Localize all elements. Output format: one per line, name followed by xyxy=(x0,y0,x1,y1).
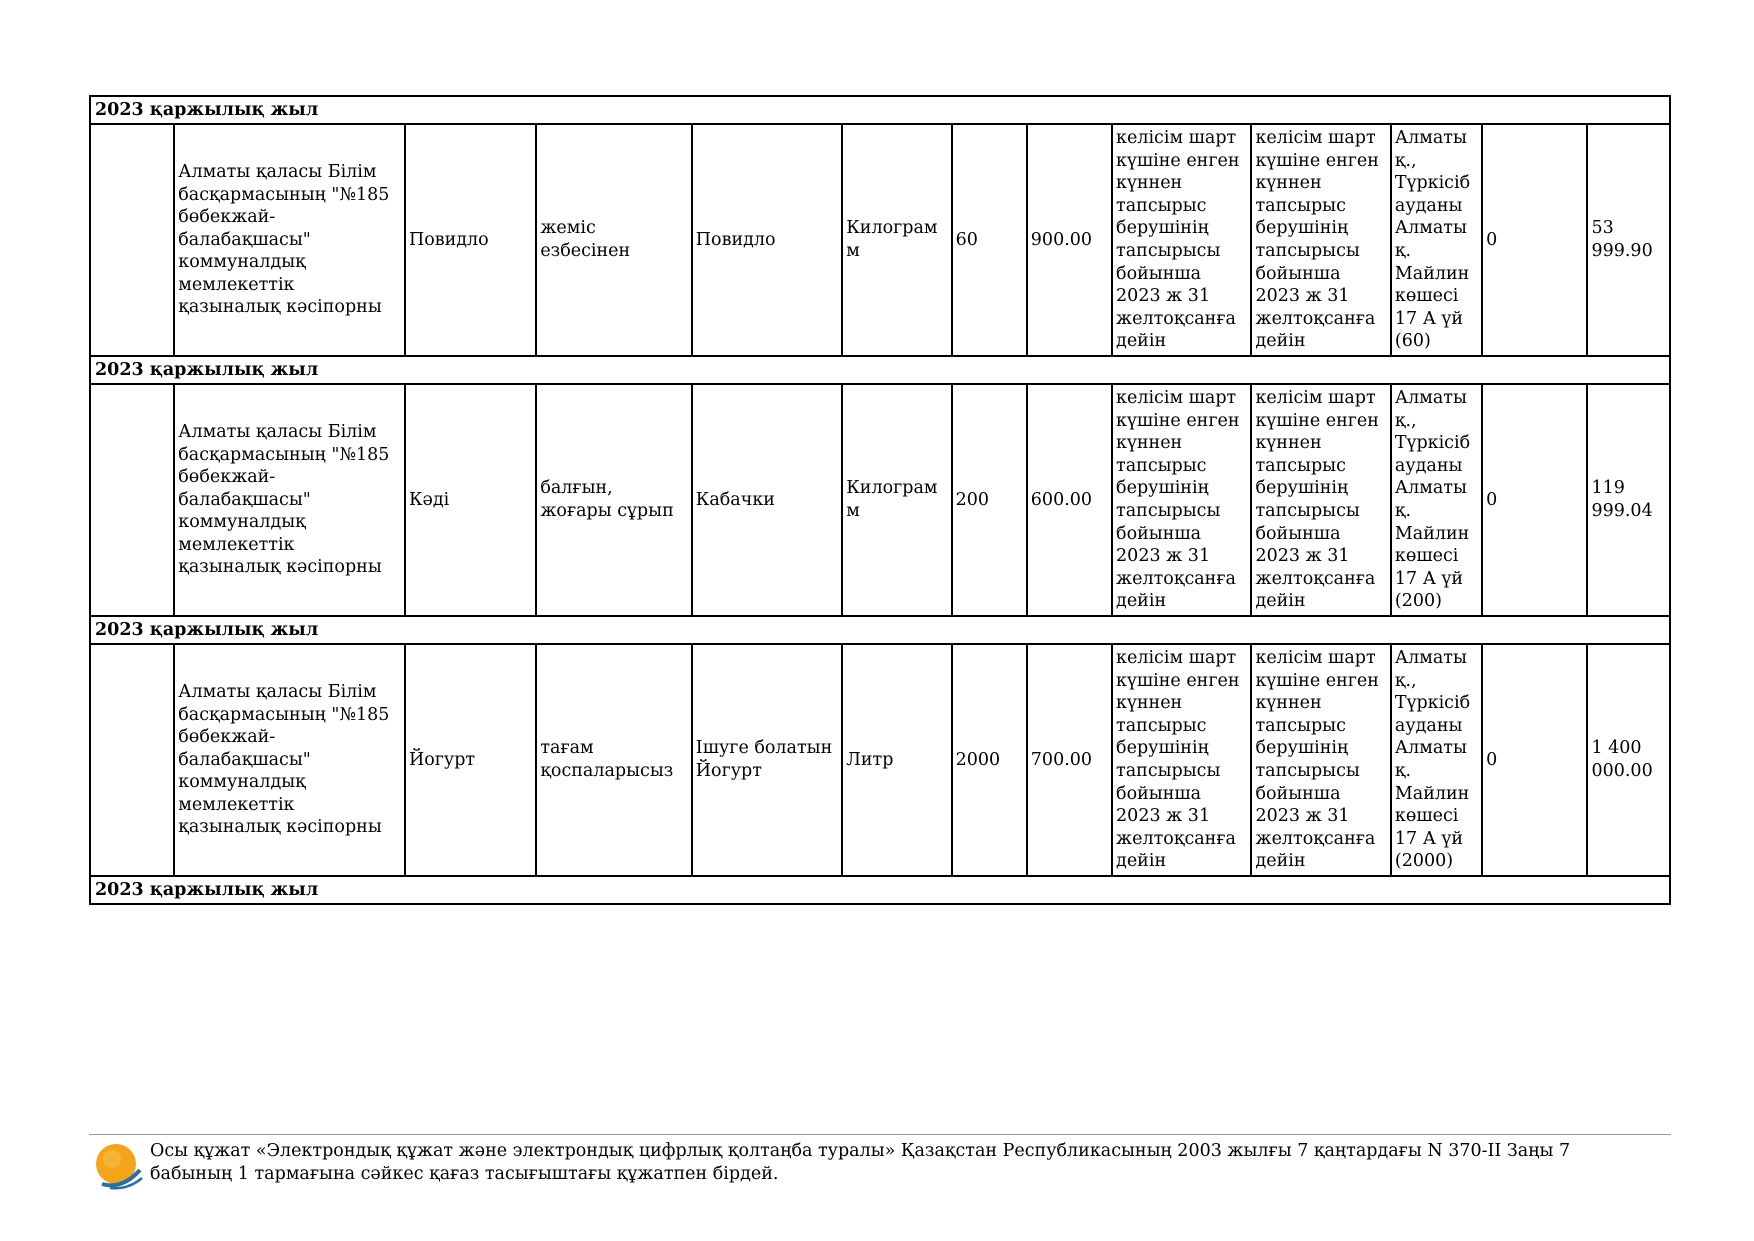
item-name-ru-cell: Повидло xyxy=(692,124,842,356)
row-number-cell xyxy=(90,124,174,356)
quantity-cell: 2000 xyxy=(952,644,1027,876)
row-number-cell xyxy=(90,644,174,876)
delivery-place-cell: Алматы қ., Түркісіб ауданы Алматы қ. Майлин көшесі 17 А үй (60) xyxy=(1391,124,1482,356)
item-name-kk-cell: Повидло xyxy=(405,124,536,356)
item-spec-cell: тағам қоспаларысыз xyxy=(536,644,691,876)
year-row xyxy=(90,356,1670,384)
year-row xyxy=(90,616,1670,644)
delivery-place-cell: Алматы қ., Түркісіб ауданы Алматы қ. Майлин көшесі 17 А үй (2000) xyxy=(1391,644,1482,876)
delivery-term-cell: келісім шарт күшіне енген күннен тапсырыс берушінің тапсырысы бойынша 2023 ж 31 желтоқсанға дейін xyxy=(1251,384,1390,616)
year-label: 2023 қаржылық жыл xyxy=(90,356,1670,384)
advance-cell: 0 xyxy=(1482,124,1587,356)
delivery-term-cell: келісім шарт күшіне енген күннен тапсырыс берушінің тапсырысы бойынша 2023 ж 31 желтоқсанға дейін xyxy=(1112,124,1251,356)
price-cell: 600.00 xyxy=(1027,384,1112,616)
customer-cell: Алматы қаласы Білім басқармасының "№185 бөбекжай-балабақшасы" коммуналдық мемлекеттік қазыналық кәсіпорны xyxy=(174,124,405,356)
item-name-ru-cell: Кабачки xyxy=(692,384,842,616)
document-footer xyxy=(89,1140,1671,1200)
item-name-ru-cell: Ішуге болатын Йогурт xyxy=(692,644,842,876)
item-name-kk-cell: Кәді xyxy=(405,384,536,616)
egov-seal-icon xyxy=(92,1140,144,1192)
delivery-term-cell: келісім шарт күшіне енген күннен тапсырыс берушінің тапсырысы бойынша 2023 ж 31 желтоқсанға дейін xyxy=(1251,124,1390,356)
table-row xyxy=(90,124,1670,356)
quantity-cell: 200 xyxy=(952,384,1027,616)
year-row xyxy=(90,96,1670,124)
footer-divider xyxy=(89,1134,1671,1135)
advance-cell: 0 xyxy=(1482,644,1587,876)
item-name-kk-cell: Йогурт xyxy=(405,644,536,876)
item-spec-cell: балғын, жоғары сұрып xyxy=(536,384,691,616)
item-spec-cell: жеміс езбесінен xyxy=(536,124,691,356)
year-label: 2023 қаржылық жыл xyxy=(90,616,1670,644)
delivery-place-cell: Алматы қ., Түркісіб ауданы Алматы қ. Майлин көшесі 17 А үй (200) xyxy=(1391,384,1482,616)
total-amount-cell: 1 400 000.00 xyxy=(1587,644,1670,876)
row-number-cell xyxy=(90,384,174,616)
price-cell: 700.00 xyxy=(1027,644,1112,876)
total-amount-cell: 53 999.90 xyxy=(1587,124,1670,356)
delivery-term-cell: келісім шарт күшіне енген күннен тапсырыс берушінің тапсырысы бойынша 2023 ж 31 желтоқсанға дейін xyxy=(1251,644,1390,876)
advance-cell: 0 xyxy=(1482,384,1587,616)
procurement-plan-table xyxy=(89,95,1671,905)
total-amount-cell: 119 999.04 xyxy=(1587,384,1670,616)
unit-cell: Литр xyxy=(842,644,951,876)
delivery-term-cell: келісім шарт күшіне енген күннен тапсырыс берушінің тапсырысы бойынша 2023 ж 31 желтоқсанға дейін xyxy=(1112,384,1251,616)
delivery-term-cell: келісім шарт күшіне енген күннен тапсырыс берушінің тапсырысы бойынша 2023 ж 31 желтоқсанға дейін xyxy=(1112,644,1251,876)
table-body xyxy=(90,96,1670,904)
customer-cell: Алматы қаласы Білім басқармасының "№185 бөбекжай-балабақшасы" коммуналдық мемлекеттік қазыналық кәсіпорны xyxy=(174,644,405,876)
table-row xyxy=(90,384,1670,616)
quantity-cell: 60 xyxy=(952,124,1027,356)
year-label: 2023 қаржылық жыл xyxy=(90,876,1670,904)
legal-note: Осы құжат «Электрондық құжат және электрондық цифрлық қолтаңба туралы» Қазақстан Республикасының 2003 жылғы 7 қаңтардағы N 370-II Заңы 7 бабының 1 тармағына сәйкес қағаз тасығыштағы құжатпен бірдей. xyxy=(150,1141,1571,1184)
year-row xyxy=(90,876,1670,904)
unit-cell: Килограмм xyxy=(842,384,951,616)
table-row xyxy=(90,644,1670,876)
year-label: 2023 қаржылық жыл xyxy=(90,96,1670,124)
customer-cell: Алматы қаласы Білім басқармасының "№185 бөбекжай-балабақшасы" коммуналдық мемлекеттік қазыналық кәсіпорны xyxy=(174,384,405,616)
price-cell: 900.00 xyxy=(1027,124,1112,356)
unit-cell: Килограмм xyxy=(842,124,951,356)
